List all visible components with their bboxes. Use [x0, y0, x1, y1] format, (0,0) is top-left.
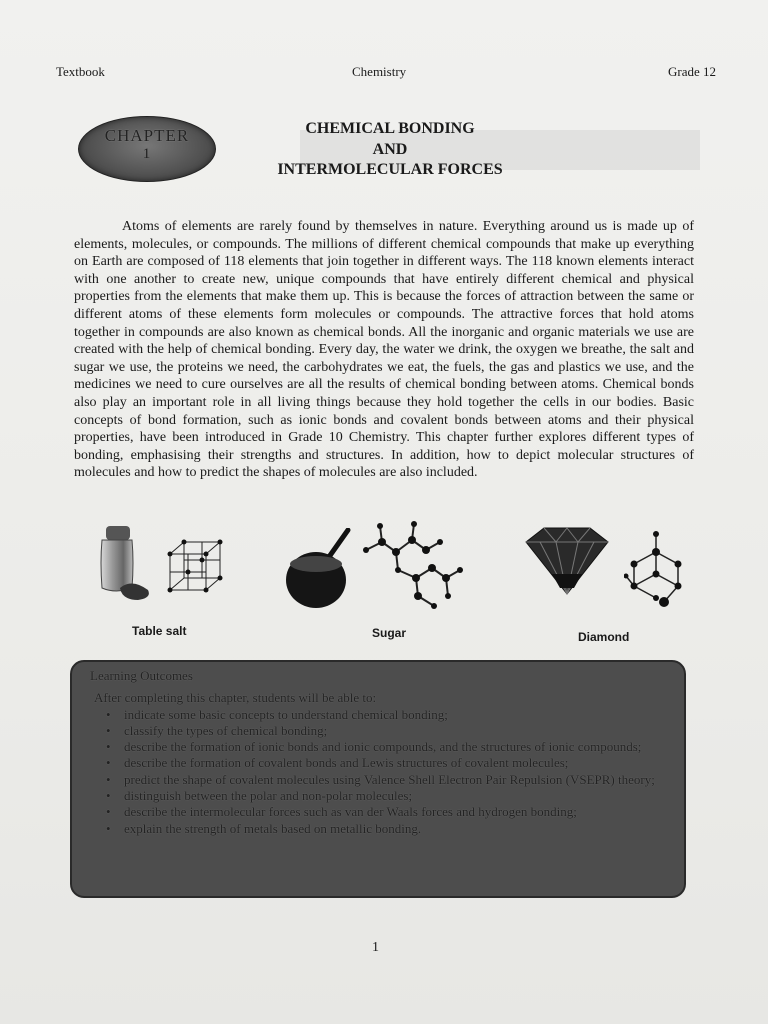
list-item: • predict the shape of covalent molecules using Valence Shell Electron Pair Repulsion (VSEPR) theory; [124, 772, 670, 788]
sugar-molecule-image [356, 520, 472, 612]
chapter-title-line-1: CHEMICAL BONDING [305, 120, 475, 137]
learning-outcomes-intro: After completing this chapter, students will be able to: [94, 690, 377, 706]
cubic-lattice-image [164, 538, 226, 600]
learning-outcomes-title: Learning Outcomes [90, 668, 193, 683]
learning-outcomes-list [90, 707, 670, 837]
list-item: • describe the formation of ionic bonds and ionic compounds, and the structures of ionic compounds; [124, 739, 670, 755]
sugar-bowl-image [284, 528, 356, 612]
figure-label-diamond: Diamond [578, 630, 630, 644]
header-left: Textbook [56, 64, 105, 79]
list-item: • classify the types of chemical bonding; [124, 723, 670, 739]
chapter-word: CHAPTER [104, 126, 190, 145]
list-item: • distinguish between the polar and non-polar molecules; [124, 788, 670, 804]
chapter-title-line-3: INTERMOLECULAR FORCES [277, 161, 503, 178]
learning-outcomes-box [70, 660, 686, 898]
list-item: • explain the strength of metals based on metallic bonding. [124, 821, 670, 837]
figure-label-table-salt: Table salt [132, 624, 187, 638]
salt-shaker-image [92, 522, 156, 604]
chapter-number: 1 [142, 146, 152, 162]
list-item: • indicate some basic concepts to understand chemical bonding; [124, 707, 670, 723]
diamond-lattice-image [624, 528, 688, 610]
list-item: • describe the formation of covalent bonds and Lewis structures of covalent molecules; [124, 755, 670, 771]
list-item: • describe the intermolecular forces such as van der Waals forces and hydrogen bonding; [124, 804, 670, 820]
page-number: 1 [372, 940, 379, 955]
diamond-gem-image [522, 524, 612, 598]
intro-paragraph: Atoms of elements are rarely found by themselves in nature. Everything around us is made up of elements, molecules, or compounds. The millions of different chemical compounds that make up everything on Earth are composed of 118 elements that join together in different ways. The 118 known elements interact with one another to create new, unique compounds that have entirely different chemical and physical properties from the elements that make them up. This is because the forces of attraction between the same or different atoms of these elements form molecules or compounds. The attractive forces that hold atoms together in compounds are also known as chemical bonds. All the inorganic and organic materials we use are created with the help of chemical bonding. Every day, the water we drink, the oxygen we breathe, the salt and sugar we use, the proteins we need, the carbohydrates we eat, the fuels, the gas and plastics we use, and the medicines we need to cure ourselves are all the results of chemical bonding between atoms. Chemical bonds also play an important role in all living things because they hold together the cells in our bodies. Basic concepts of bond formation, such as ionic bonds and covalent bonds between atoms and their physical properties, have been introduced in Grade 10 Chemistry. This chapter further explores different types of bonding, emphasising their strengths and structures. In addition, how to depict molecular structures of molecules and how to predict the shapes of molecules are also included. [74, 219, 694, 481]
header-grade: Grade 12 [668, 64, 717, 79]
figure-label-sugar: Sugar [372, 626, 407, 640]
chapter-title-line-2: AND [372, 141, 408, 158]
chapter-badge [78, 116, 216, 182]
header-subject: Chemistry [352, 64, 407, 79]
